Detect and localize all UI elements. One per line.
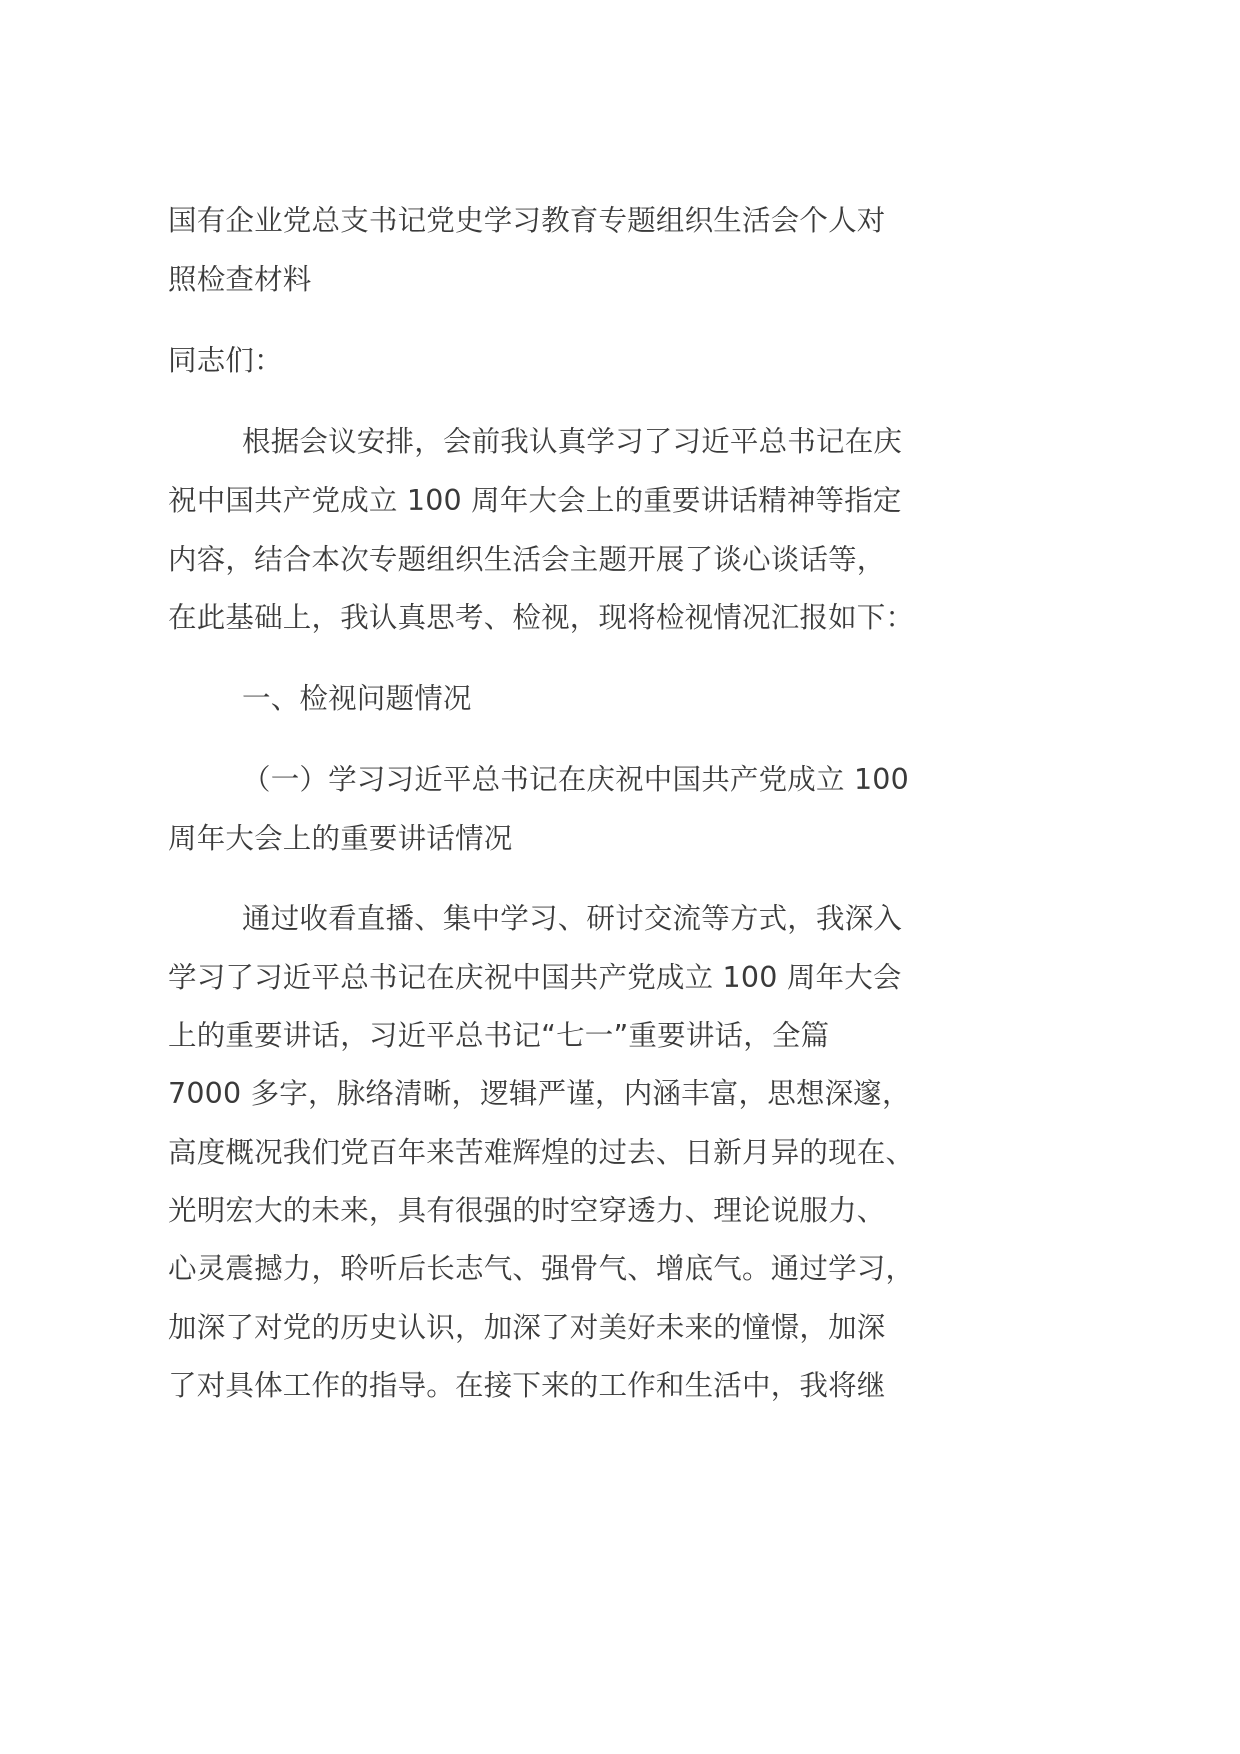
paragraph1-line-4: 在此基础上，我认真思考、检视，现将检视情况汇报如下： [168,601,915,634]
paragraph2-line-3: 上的重要讲话，习近平总书记“七一”重要讲话，全篇 [168,1019,830,1052]
paragraph2-line-8: 加深了对党的历史认识，加深了对美好未来的憧憬，加深 [168,1311,886,1344]
paragraph1-line-3: 内容，结合本次专题组织生活会主题开展了谈心谈话等， [168,543,886,576]
paragraph2-line-9: 了对具体工作的指导。在接下来的工作和生活中，我将继 [168,1369,886,1402]
paragraph2-line-6: 光明宏大的未来，具有很强的时空穿透力、理论说服力、 [168,1194,886,1227]
subheading1-line-1: （一）学习习近平总书记在庆祝中国共产党成立 100 [242,763,909,796]
salutation: 同志们： [168,344,283,377]
subheading1-line-2: 周年大会上的重要讲话情况 [168,822,513,855]
section-heading-1: 一、检视问题情况 [242,682,472,715]
paragraph1-line-1: 根据会议安排，会前我认真学习了习近平总书记在庆 [242,425,903,458]
paragraph2-line-7: 心灵震撼力，聆听后长志气、强骨气、增底气。通过学习， [168,1252,915,1285]
paragraph2-line-2: 学习了习近平总书记在庆祝中国共产党成立 100 周年大会 [168,961,902,994]
paragraph2-line-5: 高度概况我们党百年来苦难辉煌的过去、日新月异的现在、 [168,1136,915,1169]
document-title-line-2: 照检查材料 [168,263,312,296]
paragraph1-line-2: 祝中国共产党成立 100 周年大会上的重要讲话精神等指定 [168,484,902,517]
paragraph2-line-1: 通过收看直播、集中学习、研讨交流等方式，我深入 [242,902,903,935]
document-title-line-1: 国有企业党总支书记党史学习教育专题组织生活会个人对 [168,204,886,237]
paragraph2-line-4: 7000 多字，脉络清晰，逻辑严谨，内涵丰富，思想深邃， [168,1077,911,1110]
